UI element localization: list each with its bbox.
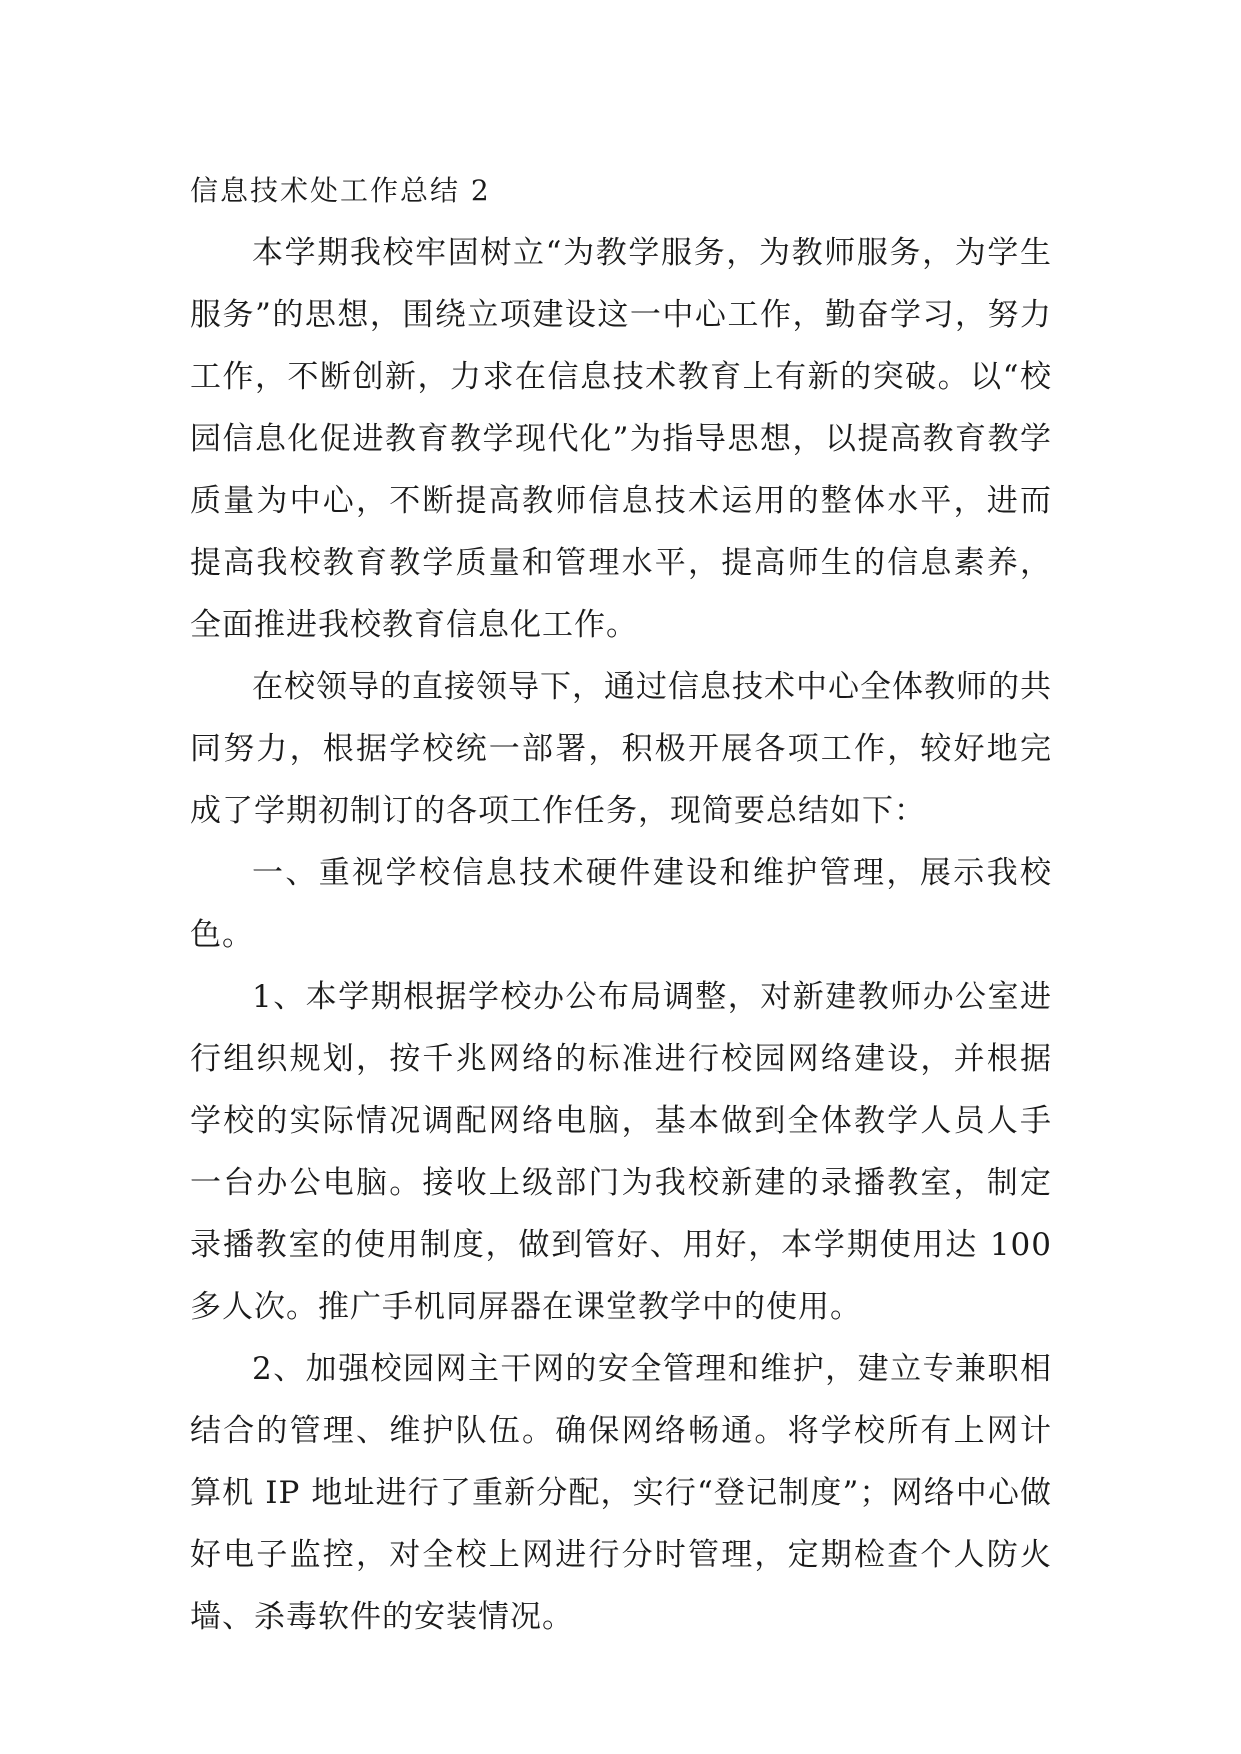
document-body (190, 160, 1052, 1648)
paragraph-item-2: 2、加强校园网主干网的安全管理和维护，建立专兼职相结合的管理、维护队伍。确保网络畅通。将学校所有上网计算机 IP 地址进行了重新分配，实行“登记制度”；网络中心做好电子监控，对全校上网进行分时管理，定期检查个人防火墙、杀毒软件的安装情况。 (190, 1351, 1052, 1635)
paragraph-summary-lead: 在校领导的直接领导下，通过信息技术中心全体教师的共同努力，根据学校统一部署，积极开展各项工作，较好地完成了学期初制订的各项工作任务，现简要总结如下： (190, 669, 1052, 829)
section-heading-1: 一、重视学校信息技术硬件建设和维护管理，展示我校色。 (190, 855, 1052, 953)
paragraph-item-1: 1、本学期根据学校办公布局调整，对新建教师办公室进行组织规划，按千兆网络的标准进行校园网络建设，并根据学校的实际情况调配网络电脑，基本做到全体教学人员人手一台办公电脑。接收上级部门为我校新建的录播教室，制定录播教室的使用制度，做到管好、用好，本学期使用达 100 多人次。推广手机同屏器在课堂教学中的使用。 (190, 979, 1052, 1325)
document-title: 信息技术处工作总结 2 (190, 174, 491, 207)
paragraph-intro: 本学期我校牢固树立“为教学服务，为教师服务，为学生服务”的思想，围绕立项建设这一中心工作，勤奋学习，努力工作，不断创新，力求在信息技术教育上有新的突破。以“校园信息化促进教育教学现代化”为指导思想，以提高教育教学质量为中心，不断提高教师信息技术运用的整体水平，进而提高我校教育教学质量和管理水平，提高师生的信息素养，全面推进我校教育信息化工作。 (190, 235, 1052, 643)
